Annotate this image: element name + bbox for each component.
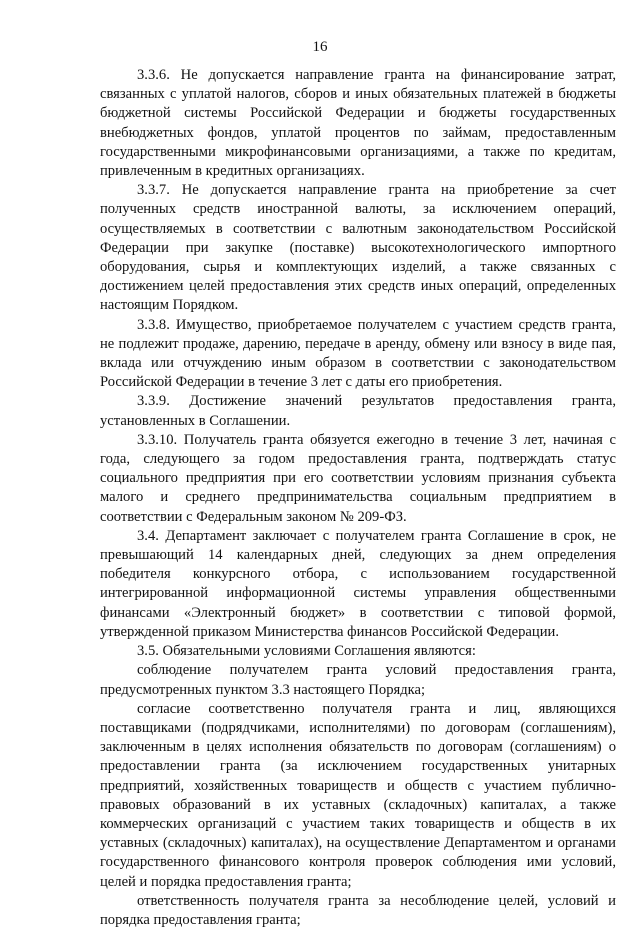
paragraph-3-3-10: 3.3.10. Получатель гранта обязуется ежегодно в течение 3 лет, начиная с года, следующего за годом предоставления гранта, подтверждать статус социального предприятия при его соответствии условиям признания субъекта малого и среднего предпринимательства социальным предприятием в соответствии с Федеральным законом № 209-ФЗ. — [100, 431, 616, 525]
document-body — [100, 66, 616, 930]
paragraph-3-3-9: 3.3.9. Достижение значений результатов предоставления гранта, установленных в Соглашении. — [100, 393, 616, 429]
condition-consent-to-audit: согласие соответственно получателя гранта и лиц, являющихся поставщиками (подрядчиками, исполнителями) по договорам (соглашениям), заключенным в целях исполнения обязательств по договорам (соглашениям) о предоставлении гранта (за исключением государственных унитарных предприятий, хозяйственных товариществ и обществ с участием публично-правовых образований в их уставных (складочных) капиталах, а также коммерческих организаций с участием таких товариществ и обществ в их уставных (складочных) капиталах), на осуществление Департаментом и органами государственного финансового контроля проверок соблюдения ими условий, целей и порядка предоставления гранта; — [100, 700, 616, 890]
condition-responsibility: ответственность получателя гранта за несоблюдение целей, условий и порядка предоставления гранта; — [100, 892, 616, 928]
page-number: 16 — [312, 39, 328, 55]
condition-compliance: соблюдение получателем гранта условий предоставления гранта, предусмотренных пунктом 3.3 настоящего Порядка; — [100, 662, 616, 698]
paragraph-3-3-8: 3.3.8. Имущество, приобретаемое получателем с участием средств гранта, не подлежит продаже, дарению, передаче в аренду, обмену или взносу в виде пая, вклада или отчуждению иным образом в соответствии с законодательством Российской Федерации в течение 3 лет с даты его приобретения. — [100, 316, 616, 391]
paragraph-3-5: 3.5. Обязательными условиями Соглашения являются: — [137, 643, 476, 660]
paragraph-3-3-7: 3.3.7. Не допускается направление гранта на приобретение за счет полученных средств иностранной валюты, за исключением операций, осуществляемых в соответствии с валютным законодательством Российской Федерации при закупке (поставке) высокотехнологического импортного оборудования, сырья и комплектующих изделий, а также связанных с достижением целей предоставления этих средств иных операций, определенных настоящим Порядком. — [100, 182, 616, 314]
paragraph-3-4: 3.4. Департамент заключает с получателем гранта Соглашение в срок, не превышающий 14 календарных дней, следующих за днем определения победителя конкурсного отбора, с использованием государственной интегрированной информационной системы управления общественными финансами «Электронный бюджет» в соответствии с типовой формой, утвержденной приказом Министерства финансов Российской Федерации. — [100, 527, 616, 640]
paragraph-3-3-6: 3.3.6. Не допускается направление гранта на финансирование затрат, связанных с уплатой налогов, сборов и иных обязательных платежей в бюджеты бюджетной системы Российской Федерации и бюджеты государственных внебюджетных фондов, уплатой процентов по займам, предоставленным государственными микрофинансовыми организациями, а также по кредитам, привлеченным в кредитных организациях. — [100, 67, 616, 180]
